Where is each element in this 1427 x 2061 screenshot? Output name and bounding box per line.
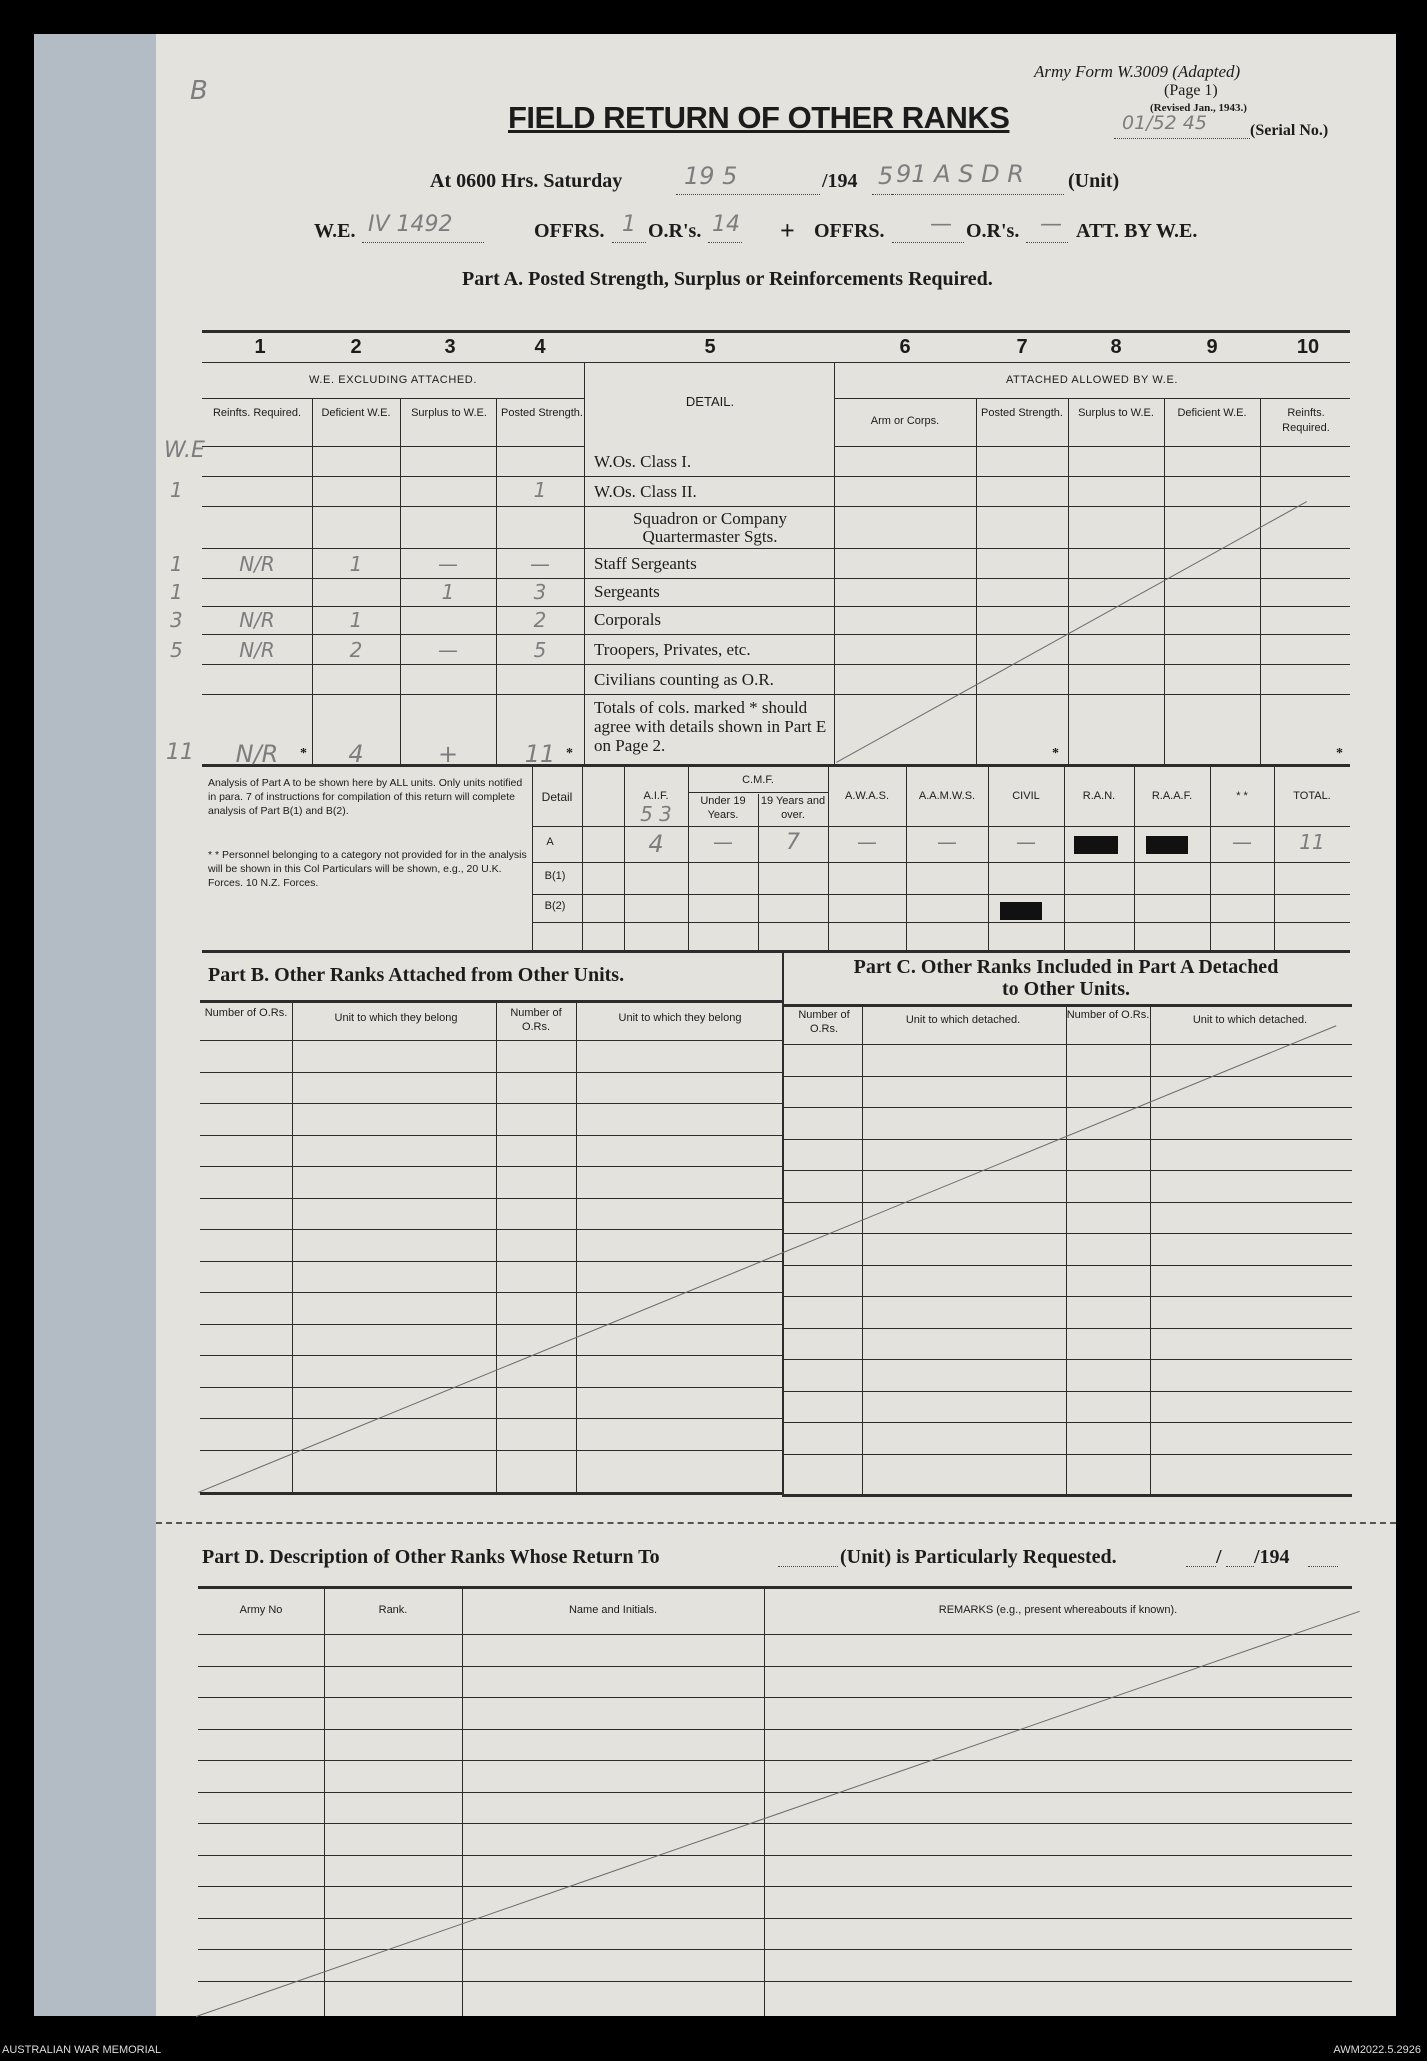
value-a-total: 11 — [1299, 830, 1325, 854]
value-a-under19: — — [713, 830, 733, 854]
part-b-header-unit-2: Unit to which they belong — [618, 1012, 742, 1024]
part-d-year-field — [1308, 1566, 1338, 1567]
ruled-line — [200, 1292, 782, 1293]
offrs-value-handwritten: 1 — [622, 212, 636, 237]
ruled-line — [782, 1359, 1352, 1360]
star-col10: * — [1336, 746, 1343, 761]
value-sgt-posted: 3 — [533, 580, 547, 604]
part-d-title-a: Part D. Description of Other Ranks Whose Return To — [202, 1546, 660, 1568]
part-d-header-rule — [198, 1586, 1352, 1589]
ruled-line — [198, 1886, 1352, 1887]
ors-label: O.R's. — [648, 220, 702, 242]
col-number-10: 10 — [1296, 336, 1320, 358]
ruled-line — [782, 1107, 1352, 1108]
row-rule — [202, 606, 1350, 607]
header-under-19: Under 19 Years. — [700, 795, 746, 821]
col-number-6: 6 — [899, 336, 911, 358]
ruled-line — [198, 1760, 1352, 1761]
ruled-line — [782, 1328, 1352, 1329]
col-number-9: 9 — [1206, 336, 1218, 358]
analysis-row-rule — [532, 922, 1350, 923]
row-rule — [202, 476, 1350, 477]
header-raaf: R.A.A.F. — [1151, 790, 1193, 802]
part-d-col — [324, 1586, 325, 2016]
col-number-7: 7 — [1016, 336, 1028, 358]
group-we-excluding-attached: W.E. EXCLUDING ATTACHED. — [308, 374, 477, 386]
pencil-cancel-line-part-a — [836, 501, 1307, 763]
redaction-civil-b2 — [1000, 902, 1042, 920]
part-d-header-name: Name and Initials. — [568, 1604, 658, 1616]
ors2-field — [1026, 242, 1068, 243]
ruled-line — [198, 1792, 1352, 1793]
value-tpr-surplus: — — [438, 638, 458, 662]
col-divider — [834, 362, 835, 764]
group-attached-allowed: ATTACHED ALLOWED BY W.E. — [1005, 374, 1179, 386]
ruled-line — [198, 1697, 1352, 1698]
subheader-left-rule — [202, 446, 584, 447]
ruled-line — [782, 1454, 1352, 1455]
offrs2-field — [892, 242, 964, 243]
cmf-rule — [688, 792, 828, 793]
part-b-col — [292, 1000, 293, 1494]
ruled-line — [200, 1450, 782, 1451]
ruled-line — [198, 1729, 1352, 1730]
part-d-title-b: (Unit) is Particularly Requested. — [840, 1546, 1117, 1568]
part-c-header-unit-2: Unit to which detached. — [1192, 1014, 1308, 1026]
part-b-bottom-rule — [200, 1492, 782, 1495]
detail-corporals: Corporals — [594, 610, 662, 629]
header-att-deficient-we: Deficient W.E. — [1177, 407, 1247, 419]
ors2-value-handwritten: — — [1040, 212, 1062, 237]
row-rule — [202, 548, 1350, 549]
part-b-title: Part B. Other Ranks Attached from Other Units. — [208, 964, 625, 986]
header-arm-or-corps: Arm or Corps. — [870, 415, 940, 427]
form-reference: Army Form W.3009 (Adapted) — [1034, 62, 1241, 81]
value-total-reinfts: N/R — [235, 740, 279, 768]
ruled-line — [782, 1233, 1352, 1234]
at-line-prefix: At 0600 Hrs. Saturday — [430, 170, 623, 192]
page-title: FIELD RETURN OF OTHER RANKS — [508, 100, 1010, 135]
header-19-and-over: 19 Years and over. — [760, 795, 826, 821]
part-b-header-unit-1: Unit to which they belong — [334, 1012, 458, 1024]
ruled-line — [200, 1418, 782, 1419]
we-label: W.E. — [314, 220, 356, 242]
margin-note: 1 — [170, 580, 183, 604]
plus-sign: + — [780, 216, 795, 245]
detail-spacer — [584, 446, 834, 447]
header-posted-strength: Posted Strength. — [501, 407, 583, 419]
ruled-line — [200, 1261, 782, 1262]
star-col7: * — [1052, 746, 1059, 761]
part-c-title-line1: Part C. Other Ranks Included in Part A Detached — [853, 956, 1279, 978]
date-handwritten: 19 5 — [684, 162, 738, 190]
form-sheet — [156, 34, 1396, 2016]
subheader-right-rule — [834, 446, 1350, 447]
form-revised: (Revised Jan., 1943.) — [1150, 102, 1247, 114]
part-a-top-rule — [202, 330, 1350, 333]
header-awas: A.W.A.S. — [844, 790, 889, 802]
col-divider — [1068, 398, 1069, 764]
ruled-line — [200, 1103, 782, 1104]
margin-note: 1 — [170, 552, 183, 576]
header-att-posted-strength: Posted Strength. — [981, 407, 1063, 419]
part-a-title: Part A. Posted Strength, Surplus or Reinforcements Required. — [462, 268, 993, 290]
part-c-header-number-1: Number of O.Rs. — [798, 1009, 850, 1035]
margin-note: W.E — [164, 438, 205, 463]
year-prefix: /194 — [822, 170, 858, 192]
value-a-aamws: — — [937, 830, 957, 854]
part-b-header-number-2: Number of O.Rs. — [510, 1007, 562, 1033]
col-number-3: 3 — [444, 336, 456, 358]
header-total: TOTAL. — [1293, 790, 1331, 802]
value-total-deficient: 4 — [348, 740, 364, 768]
year-handwritten: 5 — [878, 162, 894, 190]
detail-wos-class-1: W.Os. Class I. — [594, 452, 692, 471]
ruled-line — [782, 1422, 1352, 1423]
blue-backing-strip — [34, 34, 156, 2016]
offrs-label: OFFRS. — [534, 220, 605, 242]
part-d-header-rank: Rank. — [378, 1604, 408, 1616]
part-b-col — [576, 1000, 577, 1494]
analysis-detail-label: Detail — [541, 790, 573, 804]
part-b-col — [496, 1000, 497, 1494]
analysis-row-rule — [532, 826, 1350, 827]
part-c-header-unit-1: Unit to which detached. — [905, 1014, 1021, 1026]
header-ran: R.A.N. — [1082, 790, 1116, 802]
unit-label: (Unit) — [1068, 170, 1120, 192]
header-att-reinfts-required: Reinfts. Required. — [1282, 407, 1330, 434]
we-value-handwritten: IV 1492 — [368, 212, 453, 237]
value-a-awas: — — [857, 830, 877, 854]
offrs-field — [612, 242, 646, 243]
star-col4: * — [566, 746, 573, 761]
part-d-header-army-no: Army No — [239, 1604, 283, 1616]
col-divider — [1260, 398, 1261, 764]
part-d-col — [764, 1586, 765, 2016]
row-label-b2: B(2) — [544, 900, 566, 912]
part-c-col — [862, 1004, 863, 1496]
value-cpl-reinfts: N/R — [239, 608, 275, 632]
form-page: (Page 1) — [1164, 82, 1218, 99]
detail-totals-note: Totals of cols. marked * should agree with details shown in Part E on Page 2. — [594, 698, 827, 755]
ruled-line — [782, 1076, 1352, 1077]
ruled-line — [198, 1823, 1352, 1824]
part-c-bottom-rule — [782, 1494, 1352, 1497]
margin-mark: B — [190, 76, 208, 106]
offrs2-label: OFFRS. — [814, 220, 885, 242]
value-tpr-posted: 5 — [533, 638, 547, 662]
header-aif: A.I.F. — [643, 790, 669, 802]
ruled-line — [782, 1139, 1352, 1140]
analysis-divider — [758, 794, 759, 952]
ruled-line — [200, 1166, 782, 1167]
unit-handwritten: 91 A S D R — [896, 160, 1024, 188]
ruled-line — [782, 1391, 1352, 1392]
redaction-raaf — [1146, 836, 1188, 854]
margin-note: 1 — [170, 478, 183, 502]
analysis-bottom-rule — [202, 950, 1350, 953]
pencil-cancel-line-part-d — [196, 1611, 1360, 2017]
ruled-line — [200, 1229, 782, 1230]
row-rule — [202, 634, 1350, 635]
ors2-label: O.R's. — [966, 220, 1020, 242]
value-a-civil: — — [1016, 830, 1036, 854]
value-tpr-deficient: 2 — [349, 638, 363, 662]
part-d-title-d: /194 — [1254, 1546, 1290, 1568]
ors-value-handwritten: 14 — [712, 212, 740, 237]
part-c-title-line2: to Other Units. — [1002, 978, 1130, 1000]
group-left-rule — [202, 398, 584, 399]
row-label-b1: B(1) — [544, 870, 566, 882]
ruled-line — [198, 1634, 1352, 1635]
col-number-4: 4 — [534, 336, 546, 358]
header-civil: CIVIL — [1012, 790, 1040, 802]
row-label-a: A — [546, 836, 554, 848]
value-a-other: — — [1232, 830, 1252, 854]
footer-credit: AUSTRALIAN WAR MEMORIAL — [2, 2044, 162, 2056]
part-d-day-field — [1186, 1566, 1216, 1567]
analysis-note: Analysis of Part A to be shown here by ALL units. Only units notified in para. 7 of instructions for compilation of this return will complete analysis of Part B(1) and B(2). — [208, 777, 523, 817]
detail-sergeants: Sergeants — [594, 582, 660, 601]
part-c-col — [1066, 1004, 1067, 1496]
analysis-divider — [582, 766, 583, 952]
value-cpl-deficient: 1 — [349, 608, 363, 632]
value-ssgt-reinfts: N/R — [239, 552, 275, 576]
ruled-line — [200, 1387, 782, 1388]
ruled-line — [198, 1666, 1352, 1667]
col-number-5: 5 — [704, 336, 716, 358]
detail-troopers: Troopers, Privates, etc. — [594, 640, 751, 659]
row-rule — [202, 694, 1350, 695]
serial-number-handwritten: 01/52 45 — [1122, 112, 1207, 134]
ruled-line — [198, 1918, 1352, 1919]
offrs2-value-handwritten: — — [930, 212, 952, 237]
detail-civilians: Civilians counting as O.R. — [594, 670, 774, 689]
footer-accession-number: AWM2022.5.2926 — [1333, 2044, 1421, 2056]
redaction-ran — [1074, 836, 1118, 854]
perforation-line — [156, 1522, 1396, 1524]
detail-header: DETAIL. — [685, 394, 735, 409]
unit-field — [892, 194, 1064, 195]
value-ssgt-deficient: 1 — [349, 552, 363, 576]
ruled-line — [782, 1170, 1352, 1171]
ruled-line — [782, 1202, 1352, 1203]
part-d-unit-field — [778, 1566, 838, 1567]
margin-note: 3 — [170, 608, 183, 632]
ruled-line — [200, 1135, 782, 1136]
star-col1: * — [300, 746, 307, 761]
part-c-header-rule — [782, 1004, 1352, 1007]
margin-note: 5 — [170, 638, 183, 662]
ruled-line — [200, 1198, 782, 1199]
ruled-line — [200, 1040, 782, 1041]
ruled-line — [200, 1355, 782, 1356]
row-rule — [202, 578, 1350, 579]
we-field — [362, 242, 484, 243]
value-wo2-posted: 1 — [533, 478, 547, 502]
part-b-header-rule — [200, 1000, 782, 1003]
value-cpl-posted: 2 — [533, 608, 547, 632]
value-a-aif: 4 — [648, 830, 664, 858]
analysis-row-rule — [532, 862, 1350, 863]
analysis-row-rule — [532, 894, 1350, 895]
row-rule — [202, 506, 1350, 507]
ruled-line — [200, 1324, 782, 1325]
detail-qm-sgts: Squadron or Company Quartermaster Sgts. — [633, 509, 787, 546]
col-numbers-rule — [202, 362, 1350, 363]
value-a-19over: 7 — [786, 830, 800, 855]
header-att-surplus-to-we: Surplus to W.E. — [1078, 407, 1154, 419]
col-number-8: 8 — [1110, 336, 1122, 358]
detail-staff-sergeants: Staff Sergeants — [594, 554, 697, 573]
col-number-2: 2 — [350, 336, 362, 358]
value-total-surplus: + — [437, 740, 459, 768]
cmf-label: C.M.F. — [742, 774, 774, 786]
ruled-line — [198, 1981, 1352, 1982]
analysis-personnel-note: * * Personnel belonging to a category not provided for in the analysis will be shown in this Col Particulars will be shown, e.g., 20 U.K. Forces. 10 N.Z. Forces. — [208, 849, 527, 889]
analysis-divider — [688, 766, 689, 952]
value-total-posted: 11 — [524, 740, 556, 768]
ruled-line — [782, 1044, 1352, 1045]
col-divider — [976, 398, 977, 764]
group-right-rule — [834, 398, 1350, 399]
date-field — [676, 194, 820, 195]
aif-pencil-above: 5 3 — [640, 802, 672, 826]
part-c-col — [1150, 1004, 1151, 1496]
detail-wos-class-2: W.Os. Class II. — [594, 482, 697, 501]
part-d-col — [462, 1586, 463, 2016]
part-b-header-number-1: Number of O.Rs. — [204, 1007, 288, 1019]
header-aamws: A.A.M.W.S. — [918, 790, 976, 802]
serial-label: (Serial No.) — [1250, 122, 1329, 139]
col-divider — [584, 362, 585, 764]
ruled-line — [198, 1949, 1352, 1950]
col-divider — [312, 398, 313, 764]
part-d-header-remarks: REMARKS (e.g., present whereabouts if known). — [938, 1604, 1178, 1616]
value-tpr-reinfts: N/R — [239, 638, 275, 662]
part-d-month-field — [1226, 1566, 1254, 1567]
ruled-line — [200, 1072, 782, 1073]
row-rule — [202, 664, 1350, 665]
ruled-line — [782, 1296, 1352, 1297]
header-other: * * — [1236, 790, 1248, 802]
ruled-line — [782, 1265, 1352, 1266]
att-by-we-label: ATT. BY W.E. — [1076, 220, 1198, 242]
col-number-1: 1 — [254, 336, 266, 358]
part-d-title-c: / — [1216, 1546, 1222, 1568]
ruled-line — [198, 1855, 1352, 1856]
serial-number-field — [1114, 138, 1250, 139]
value-sgt-surplus: 1 — [441, 580, 455, 604]
part-c-header-number-2: Number of O.Rs. — [1066, 1009, 1150, 1021]
margin-note: 11 — [166, 740, 194, 765]
ors-field — [708, 242, 742, 243]
header-deficient-we: Deficient W.E. — [321, 407, 391, 419]
value-ssgt-surplus: — — [438, 552, 458, 576]
header-reinfts-required: Reinfts. Required. — [212, 407, 302, 419]
header-surplus-to-we: Surplus to W.E. — [411, 407, 487, 419]
value-ssgt-posted: — — [530, 552, 550, 576]
